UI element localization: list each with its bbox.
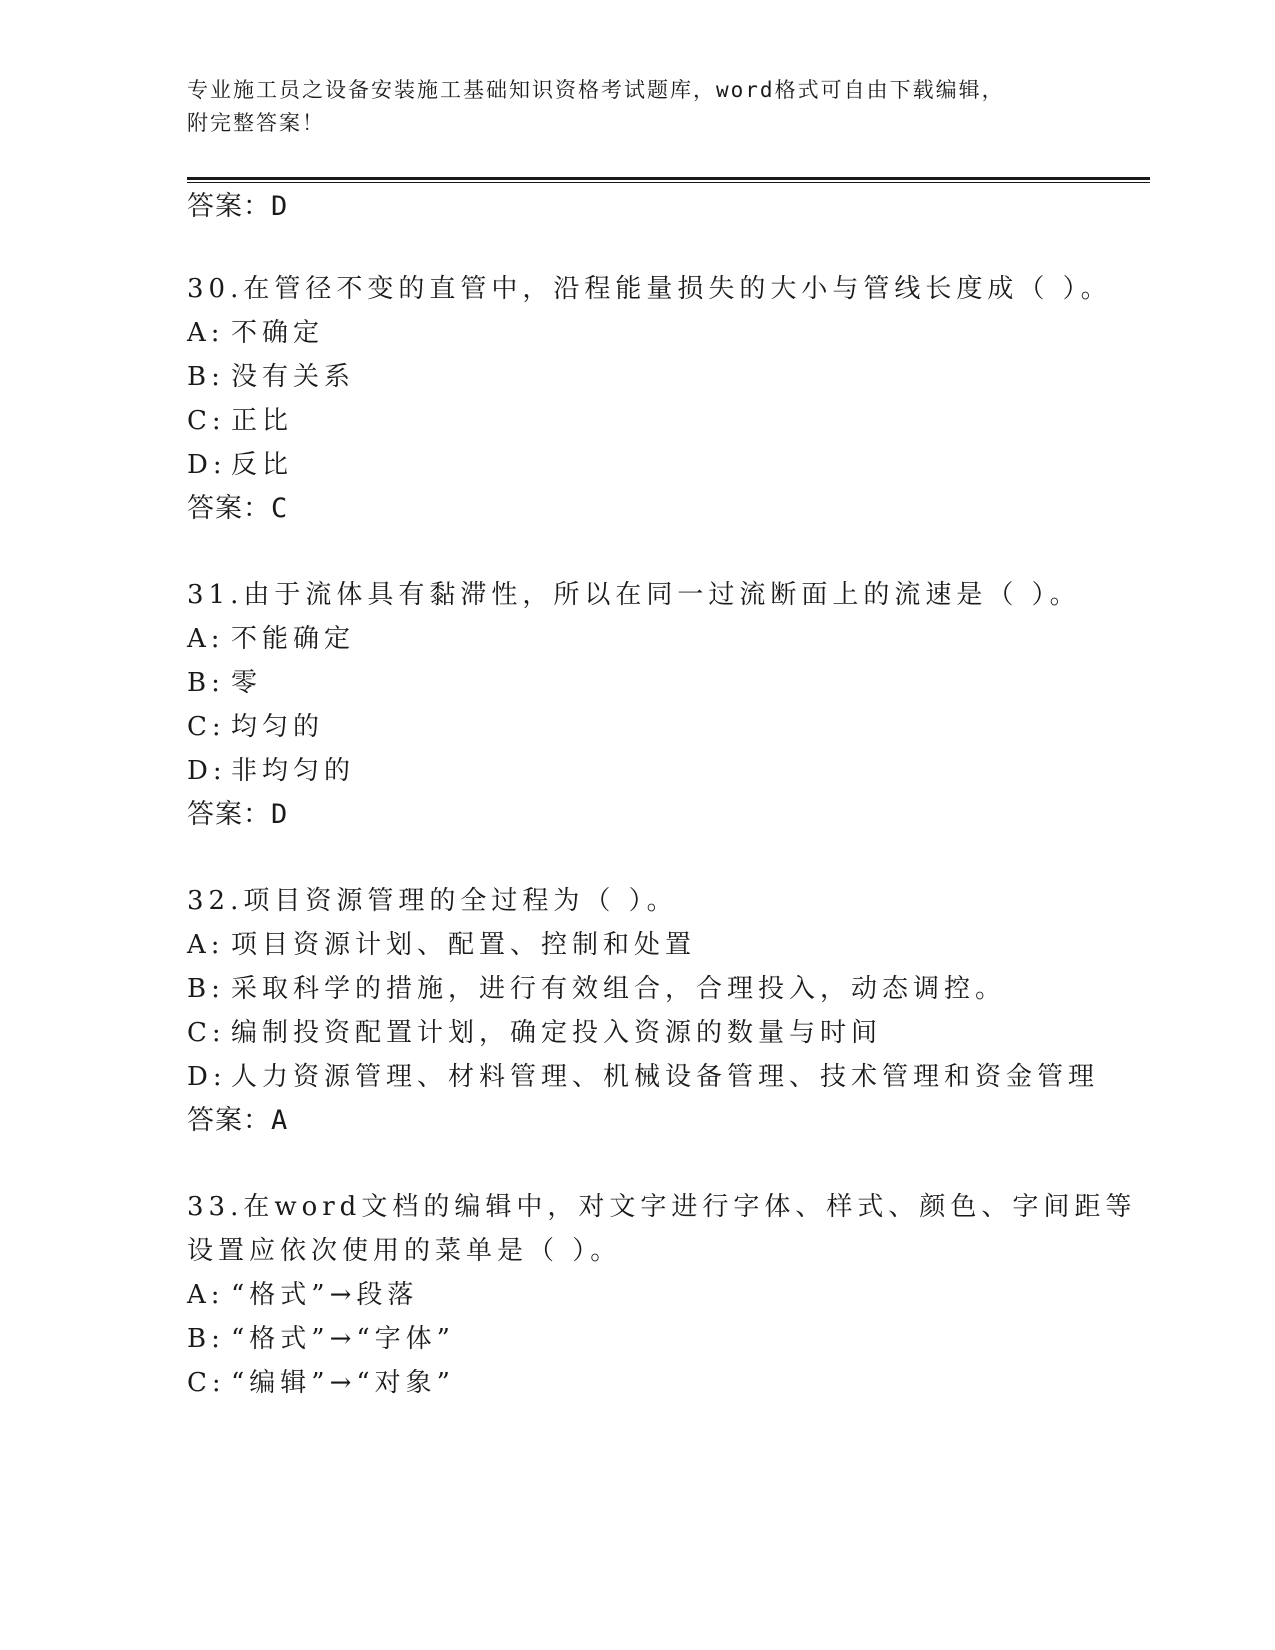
answer-line: 答案：A: [187, 1105, 289, 1136]
option-b: [187, 969, 1006, 1009]
option-letter: D:: [187, 450, 227, 480]
option-text: 不确定: [231, 318, 325, 348]
question-stem: 32.项目资源管理的全过程为（ ）。: [187, 886, 678, 916]
option-c: [187, 1363, 455, 1403]
option-letter: B:: [187, 1324, 225, 1354]
option-b: [187, 1319, 455, 1359]
option-a: [187, 925, 696, 965]
answer-line: 答案：D: [187, 799, 289, 830]
option-c: [187, 401, 293, 441]
option-letter: B:: [187, 668, 225, 698]
option-text: 项目资源计划、配置、控制和处置: [231, 930, 697, 960]
option-text: 编制投资配置计划，确定投入资源的数量与时间: [231, 1018, 883, 1048]
option-c: [187, 707, 324, 747]
option-text: 不能确定: [231, 624, 356, 654]
option-letter: C:: [187, 712, 226, 742]
option-d: [187, 445, 293, 485]
header-line-1: 专业施工员之设备安装施工基础知识资格考试题库，word格式可自由下载编辑，: [187, 78, 1005, 102]
option-letter: D:: [187, 1062, 227, 1092]
header-divider-thin: [187, 182, 1150, 183]
option-text: 反比: [231, 450, 294, 480]
question-stem: 30.在管径不变的直管中，沿程能量损失的大小与管线长度成（ ）。: [187, 274, 1112, 304]
page-header: [187, 74, 1087, 140]
question-stem: 31.由于流体具有黏滞性，所以在同一过流断面上的流速是（ ）。: [187, 580, 1081, 610]
question-stem-line-2: 设置应依次使用的菜单是（ ）。: [187, 1236, 622, 1266]
option-text: “格式”→“字体”: [231, 1324, 455, 1354]
option-text: 没有关系: [231, 362, 356, 392]
option-letter: D:: [187, 756, 227, 786]
option-letter: B:: [187, 362, 225, 392]
option-c: [187, 1013, 882, 1053]
option-a: [187, 1275, 418, 1315]
question-stem-line-1: 33.在word文档的编辑中，对文字进行字体、样式、颜色、字间距等: [187, 1192, 1137, 1222]
option-b: [187, 663, 262, 703]
option-d: [187, 751, 355, 791]
option-a: [187, 313, 324, 353]
option-letter: A:: [187, 624, 225, 654]
option-letter: C:: [187, 406, 226, 436]
option-letter: A:: [187, 1280, 225, 1310]
option-text: 正比: [231, 406, 294, 436]
option-a: [187, 619, 355, 659]
option-letter: C:: [187, 1368, 226, 1398]
option-b: [187, 357, 355, 397]
option-text: 非均匀的: [231, 756, 356, 786]
header-divider-thick: [187, 177, 1150, 180]
option-letter: B:: [187, 974, 225, 1004]
option-letter: C:: [187, 1018, 226, 1048]
option-d: [187, 1057, 1099, 1097]
option-text: 人力资源管理、材料管理、机械设备管理、技术管理和资金管理: [231, 1062, 1100, 1092]
option-text: 均匀的: [231, 712, 325, 742]
option-text: “编辑”→“对象”: [231, 1368, 455, 1398]
option-letter: A:: [187, 318, 225, 348]
option-text: 采取科学的措施，进行有效组合，合理投入，动态调控。: [231, 974, 1007, 1004]
option-text: “格式”→段落: [231, 1280, 419, 1310]
answer-line: 答案：D: [187, 191, 289, 222]
option-letter: A:: [187, 930, 225, 960]
header-line-2: 附完整答案！: [187, 111, 325, 135]
answer-line: 答案：C: [187, 493, 289, 524]
option-text: 零: [231, 668, 263, 698]
